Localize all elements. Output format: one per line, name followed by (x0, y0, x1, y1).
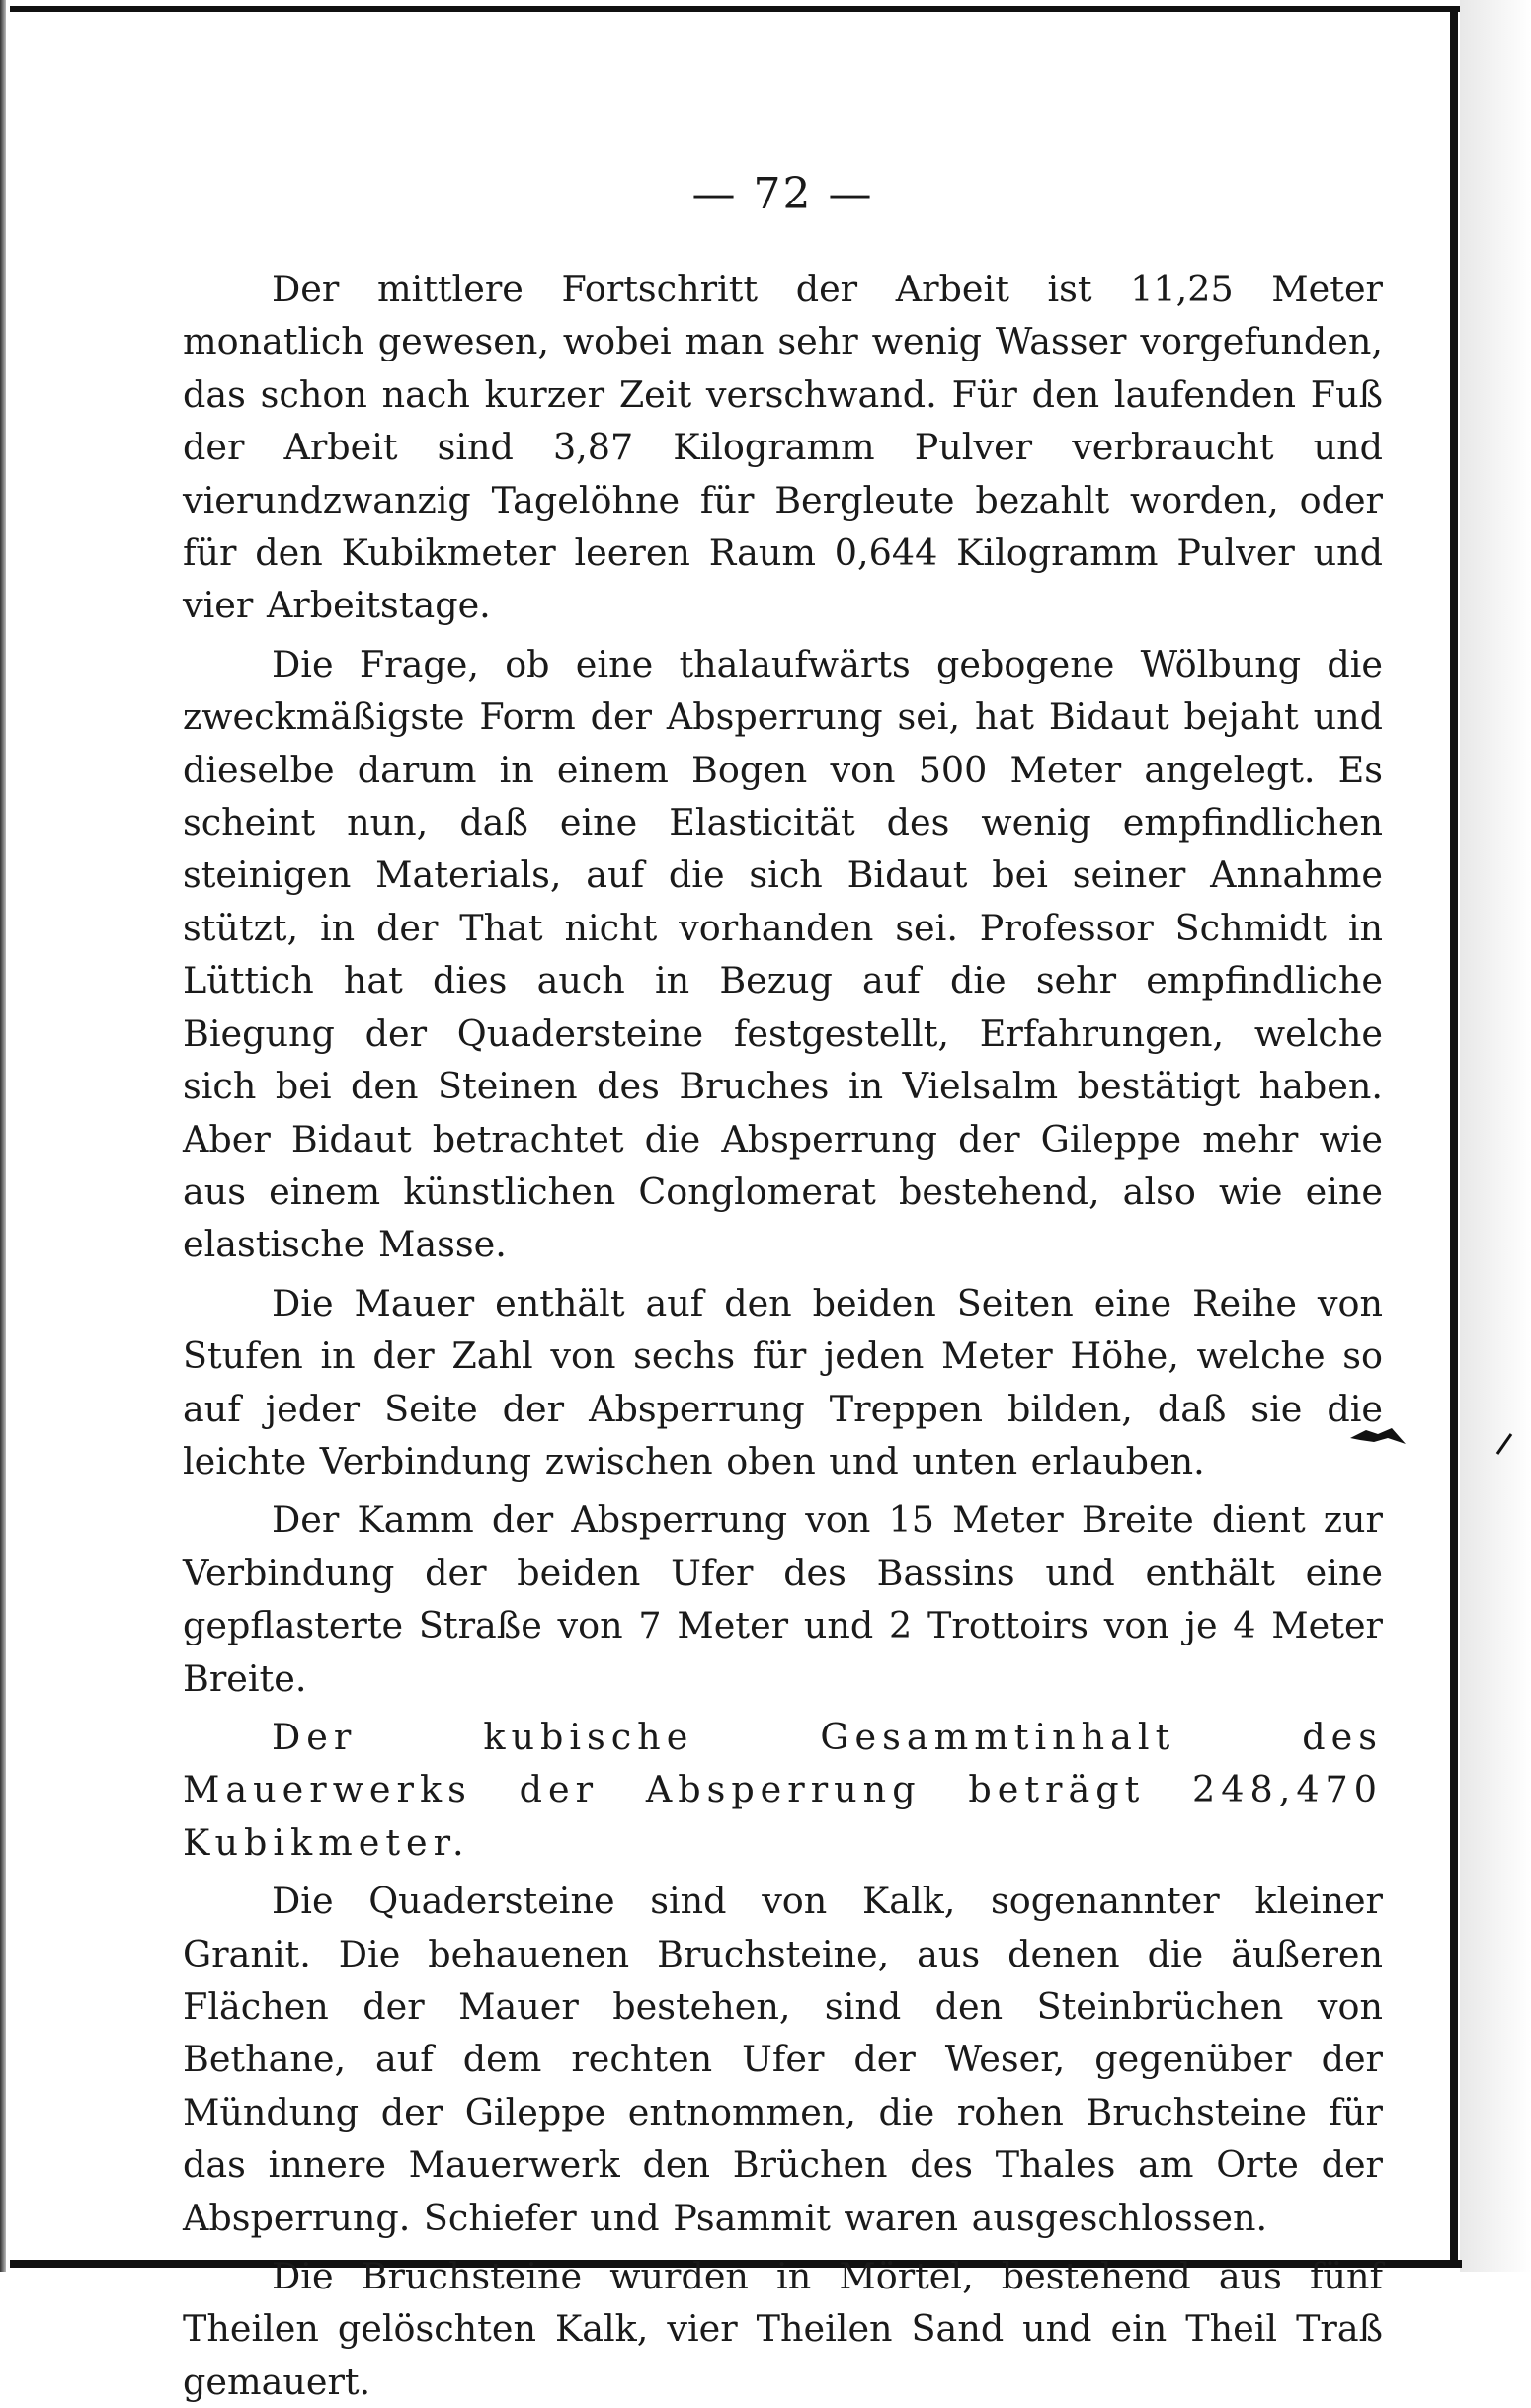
page-margin-outer (1460, 0, 1531, 2272)
paragraph-stones: Die Quadersteine sind von Kalk, sogenannter kleiner Granit. Die behauenen Bruchsteine, aus denen die äußeren Flächen der Mauer bestehen, sind den Steinbrüchen von Bethane, auf dem rechten Ufer der Weser, gegenüber der Mündung der Gileppe entnommen, die rohen Bruchsteine für das innere Mauerwerk den Brüchen des Thales am Orte der Absperrung. Schiefer und Psammit waren ausgeschlossen. (183, 1880, 1383, 2239)
page-edge-top (10, 6, 1462, 12)
paragraph-mortar: Die Bruchsteine wurden in Mörtel, bestehend aus fünf Theilen gelöschten Kalk, vier Theilen Sand und ein Theil Traß gemauert. (183, 2255, 1383, 2403)
paragraph-progress: Der mittlere Fortschritt der Arbeit ist 11,25 Meter monatlich gewesen, wobei man sehr wenig Wasser vorgefunden, das schon nach kurzer Zeit verschwand. Für den laufenden Fuß der Arbeit sind 3,87 Kilogramm Pulver verbraucht und vierundzwanzig Tagelöhne für Bergleute bezahlt worden, oder für den Kubikmeter leeren Raum 0,644 Kilogramm Pulver und vier Arbeitstage. (183, 268, 1383, 627)
paragraph-vault-form: Die Frage, ob eine thalaufwärts gebogene Wölbung die zweckmäßigste Form der Absperrung sei, hat Bidaut bejaht und dieselbe darum in einem Bogen von 500 Meter angelegt. Es scheint nun, daß eine Elasticität des wenig empfindlichen steinigen Materials, auf die sich Bidaut bei seiner Annahme stützt, in der That nicht vorhanden sei. Professor Schmidt in Lüttich hat dies auch in Bezug auf die sehr empfindliche Biegung der Quadersteine festgestellt, Erfahrungen, welche sich bei den Steinen des Bruches in Vielsalm bestätigt haben. Aber Bidaut betrachtet die Absperrung der Gileppe mehr wie aus einem künstlichen Conglomerat bestehend, also wie eine elastische Masse. (183, 642, 1383, 1266)
page-edge-left (0, 0, 6, 2272)
page-edge-right (1450, 10, 1458, 2262)
paragraph-volume: Der kubische Gesammtinhalt des Mauerwerks der Absperrung beträgt 248,470 Kubikmeter. (183, 1715, 1383, 1864)
ink-mark-icon (1348, 1422, 1408, 1452)
page-number: — 72 — (691, 169, 874, 219)
document-page (183, 166, 1383, 2403)
paragraph-crest: Der Kamm der Absperrung von 15 Meter Breite dient zur Verbindung der beiden Ufer des Bassins und enthält eine gepflasterte Straße von 7 Meter und 2 Trottoirs von je 4 Meter Breite. (183, 1498, 1383, 1700)
ink-tick-icon (1493, 1432, 1513, 1456)
paragraph-wall-steps: Die Mauer enthält auf den beiden Seiten eine Reihe von Stufen in der Zahl von sechs für jeden Meter Höhe, welche so auf jeder Seite der Absperrung Treppen bilden, daß sie die leichte Verbindung zwischen oben und unten erlauben. (183, 1281, 1383, 1483)
